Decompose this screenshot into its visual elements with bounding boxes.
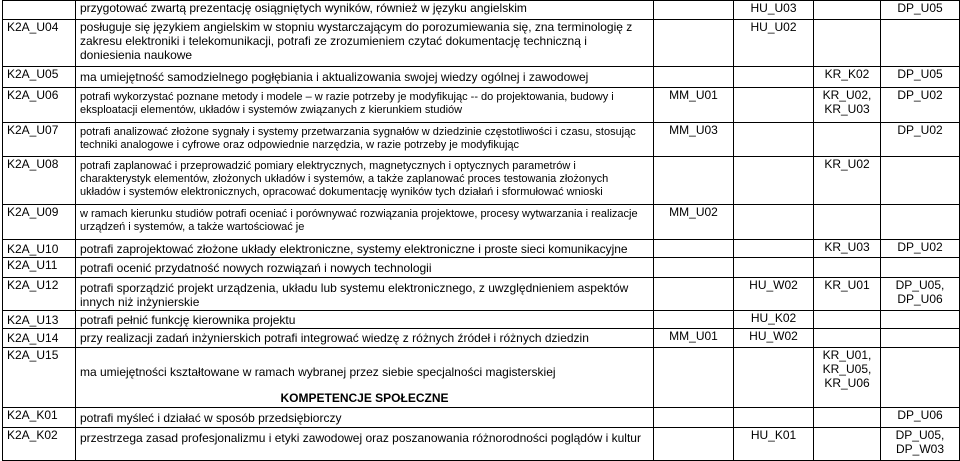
- outcome-description: posługuje się językiem angielskim w stopniu wystarczającym do porozumiewania się, zna terminologię z zakresu elektroniki i telekomunikacji, potrafi ze zrozumieniem czytać dokumentację techniczną i doniesienia naukowe: [76, 20, 654, 67]
- table-row: [3, 67, 960, 88]
- table-row: [3, 205, 960, 240]
- ref-cell: KR_U01: [814, 278, 881, 311]
- outcome-description: potrafi sporządzić projekt urządzenia, układu lub systemu elektronicznego, z uwzględnieniem aspektów innych niż inżynierskie: [76, 278, 654, 311]
- outcome-code: K2A_U13: [3, 311, 76, 329]
- ref-cell: [654, 408, 734, 428]
- ref-cell: [734, 123, 814, 157]
- ref-cell: [814, 428, 881, 461]
- ref-cell: [881, 311, 960, 329]
- ref-cell: HU_K02: [734, 311, 814, 329]
- outcome-code: K2A_U05: [3, 67, 76, 88]
- outcome-description: przy realizacji zadań inżynierskich potrafi integrować wiedzę z różnych źródeł i różnych dziedzin: [76, 329, 654, 348]
- ref-cell: [654, 428, 734, 461]
- table-row: [3, 157, 960, 205]
- outcome-code: K2A_U12: [3, 278, 76, 311]
- outcome-code: K2A_U06: [3, 88, 76, 123]
- table-row: [3, 348, 960, 408]
- ref-cell: MM_U01: [654, 329, 734, 348]
- outcome-description: potrafi zaprojektować złożone układy elektroniczne, systemy elektroniczne i proste sieci komunikacyjne: [76, 240, 654, 258]
- learning-outcomes-table: [2, 0, 960, 461]
- ref-cell: [734, 157, 814, 205]
- ref-cell: [654, 311, 734, 329]
- ref-cell: [654, 278, 734, 311]
- outcome-code: K2A_U14: [3, 329, 76, 348]
- ref-cell: DP_U02: [881, 88, 960, 123]
- outcome-code: K2A_U07: [3, 123, 76, 157]
- ref-cell: KR_U02: [814, 157, 881, 205]
- ref-cell: [734, 205, 814, 240]
- ref-cell: MM_U02: [654, 205, 734, 240]
- outcome-description: potrafi analizować złożone sygnały i systemy przetwarzania sygnałów w dziedzinie częstotliwości i czasu, stosując techniki analogowe i cyfrowe oraz odpowiednie narzędzia, w razie potrzeby je modyfikując: [76, 123, 654, 157]
- ref-cell: [654, 1, 734, 20]
- outcome-description: potrafi ocenić przydatność nowych rozwiązań i nowych technologii: [76, 258, 654, 278]
- ref-cell: [814, 329, 881, 348]
- ref-cell: HU_U02: [734, 20, 814, 67]
- outcome-description: potrafi myśleć i działać w sposób przedsiębiorczy: [76, 408, 654, 428]
- ref-cell: KR_U01, KR_U05, KR_U06: [814, 348, 881, 408]
- ref-cell: KR_U03: [814, 240, 881, 258]
- ref-cell: KR_K02: [814, 67, 881, 88]
- table-row: [3, 123, 960, 157]
- outcome-description: potrafi pełnić funkcję kierownika projektu: [76, 311, 654, 329]
- ref-cell: [654, 67, 734, 88]
- table-row: [3, 1, 960, 20]
- outcome-description: w ramach kierunku studiów potrafi oceniać i porównywać rozwiązania projektowe, procesy wytwarzania i realizacje urządzeń i systemów, a także wartościować je: [76, 205, 654, 240]
- outcome-code: K2A_U10: [3, 240, 76, 258]
- ref-cell: HU_U03: [734, 1, 814, 20]
- ref-cell: [734, 408, 814, 428]
- table-row: [3, 311, 960, 329]
- ref-cell: [814, 258, 881, 278]
- outcome-code: K2A_U09: [3, 205, 76, 240]
- ref-cell: [814, 1, 881, 20]
- outcome-description-text: ma umiejętności kształtowane w ramach wybranej przez siebie specjalności magisterskiej: [80, 365, 556, 379]
- ref-cell: [881, 329, 960, 348]
- table-row: [3, 428, 960, 461]
- ref-cell: [814, 408, 881, 428]
- ref-cell: DP_U02: [881, 123, 960, 157]
- ref-cell: [654, 20, 734, 67]
- ref-cell: [734, 88, 814, 123]
- ref-cell: HU_W02: [734, 278, 814, 311]
- table-row: [3, 20, 960, 67]
- ref-cell: HU_K01: [734, 428, 814, 461]
- ref-cell: [734, 67, 814, 88]
- ref-cell: [881, 348, 960, 408]
- section-heading: KOMPETENCJE SPOŁECZNE: [280, 391, 449, 405]
- outcome-description: przygotować zwartą prezentację osiągniętych wyników, również w języku angielskim: [76, 1, 654, 20]
- outcome-code: K2A_U15: [3, 348, 76, 408]
- ref-cell: [654, 348, 734, 408]
- outcome-description: potrafi wykorzystać poznane metody i modele – w razie potrzeby je modyfikując -- do projektowania, budowy i eksploatacji elementów, układów i systemów związanych z kierunkiem studiów: [76, 88, 654, 123]
- ref-cell: MM_U03: [654, 123, 734, 157]
- table-row: [3, 329, 960, 348]
- outcome-code: K2A_U04: [3, 20, 76, 67]
- ref-cell: DP_U02: [881, 240, 960, 258]
- outcome-description: potrafi zaplanować i przeprowadzić pomiary elektrycznych, magnetycznych i optycznych parametrów i charakterystyk elementów, złożonych układów i systemów, a także zaplanować proces testowania złożonych układów i systemów elektronicznych, opracować dokumentację wyników tych działań i sformułować wnioski: [76, 157, 654, 205]
- ref-cell: DP_U05, DP_U06: [881, 278, 960, 311]
- table-row: [3, 240, 960, 258]
- ref-cell: [814, 205, 881, 240]
- table-row: [3, 408, 960, 428]
- ref-cell: [814, 311, 881, 329]
- outcome-code: [3, 1, 76, 20]
- ref-cell: KR_U02, KR_U03: [814, 88, 881, 123]
- ref-cell: DP_U05: [881, 67, 960, 88]
- ref-cell: DP_U05: [881, 1, 960, 20]
- ref-cell: [814, 123, 881, 157]
- ref-cell: [814, 20, 881, 67]
- table-row: [3, 278, 960, 311]
- outcome-code: K2A_K02: [3, 428, 76, 461]
- ref-cell: [881, 157, 960, 205]
- ref-cell: HU_W02: [734, 329, 814, 348]
- ref-cell: [734, 240, 814, 258]
- ref-cell: [654, 157, 734, 205]
- outcome-code: K2A_K01: [3, 408, 76, 428]
- ref-cell: [734, 258, 814, 278]
- ref-cell: [654, 258, 734, 278]
- ref-cell: DP_U05, DP_W03: [881, 428, 960, 461]
- ref-cell: DP_U06: [881, 408, 960, 428]
- ref-cell: [654, 240, 734, 258]
- ref-cell: MM_U01: [654, 88, 734, 123]
- outcome-description: [76, 348, 654, 408]
- ref-cell: [881, 205, 960, 240]
- outcome-description: przestrzega zasad profesjonalizmu i etyki zawodowej oraz poszanowania różnorodności poglądów i kultur: [76, 428, 654, 461]
- outcome-code: K2A_U08: [3, 157, 76, 205]
- table-row: [3, 258, 960, 278]
- outcome-code: K2A_U11: [3, 258, 76, 278]
- ref-cell: [881, 20, 960, 67]
- ref-cell: [881, 258, 960, 278]
- table-row: [3, 88, 960, 123]
- outcome-description: ma umiejętność samodzielnego pogłębiania i aktualizowania swojej wiedzy ogólnej i zawodowej: [76, 67, 654, 88]
- ref-cell: [734, 348, 814, 408]
